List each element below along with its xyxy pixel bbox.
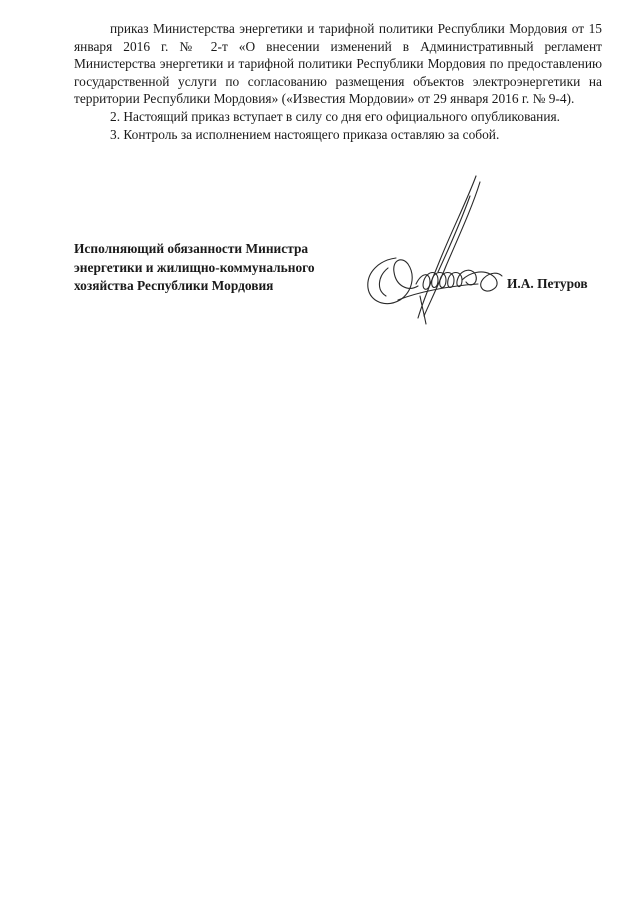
position-line-3: хозяйства Республики Мордовия	[74, 278, 274, 293]
handwritten-signature	[358, 168, 508, 328]
position-line-1: Исполняющий обязанности Министра	[74, 241, 309, 256]
document-body	[74, 20, 602, 143]
signatory-position	[74, 240, 354, 296]
paragraph-effective-date: 2. Настоящий приказ вступает в силу со дня его официального опубликования.	[110, 108, 560, 124]
signer-name: И.А. Петуров	[507, 276, 588, 291]
position-line-2: энергетики и жилищно-коммунального	[74, 259, 315, 275]
paragraph-control: 3. Контроль за исполнением настоящего приказа оставляю за собой.	[110, 126, 500, 142]
paragraph-order-reference: приказ Министерства энергетики и тарифной политики Республики Мордовия от 15 января 2016 г. № 2-т «О внесении изменений в Административный регламент Министерства энергетики и тарифной политики Республики Мордовия по предоставлению государственной услуги по согласованию размещения объектов электроэнергетики на территории Республики Мордовия» («Известия Мордовии» от 29 января 2016 г. № 9-4).	[74, 21, 602, 107]
